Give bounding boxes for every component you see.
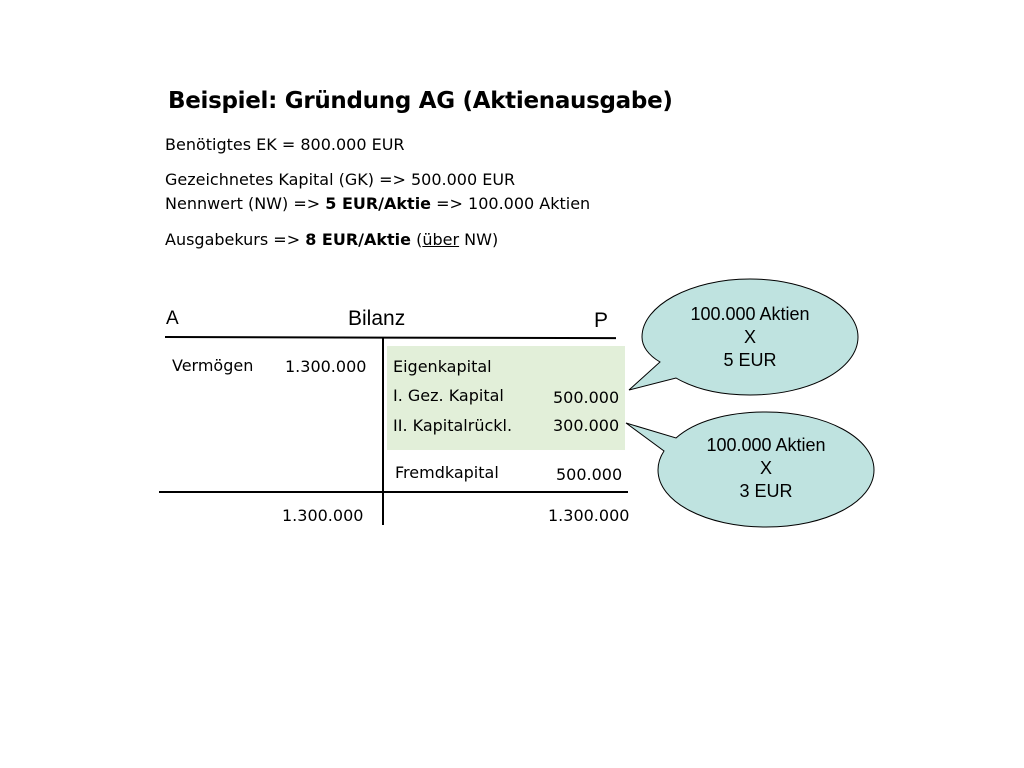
capital-reserve-value: 300.000 — [553, 416, 620, 435]
issue-price-prefix: Ausgabekurs => — [165, 230, 301, 249]
equity-requirement-text: Benötigtes EK = 800.000 EUR — [165, 135, 405, 154]
callout-1-line-2: X — [743, 327, 756, 347]
aktiva-label: A — [166, 308, 179, 329]
callout-1-line-3: 5 EUR — [723, 350, 777, 370]
bilanz-heading: Bilanz — [348, 307, 406, 330]
callout-2-line-2: X — [759, 458, 772, 478]
callout-text-2 — [676, 434, 856, 503]
subscribed-capital-label: I. Gez. Kapital — [393, 386, 504, 405]
callout-1-line-1: 100.000 Aktien — [690, 304, 810, 324]
callout-2-line-3: 3 EUR — [739, 481, 793, 501]
issue-price-suffix: NW) — [464, 230, 499, 249]
assets-total: 1.300.000 — [282, 506, 364, 525]
passiva-label: P — [594, 309, 609, 332]
subscribed-capital-value: 500.000 — [553, 388, 620, 407]
slide-title: Beispiel: Gründung AG (Aktienausgabe) — [168, 88, 673, 114]
issue-price-underlined: über — [422, 230, 460, 249]
debt-capital-value: 500.000 — [556, 465, 623, 484]
issue-price-bold: 8 EUR/Aktie — [305, 230, 411, 249]
assets-label: Vermögen — [172, 356, 254, 375]
nominal-value-bold: 5 EUR/Aktie — [325, 194, 432, 213]
nominal-value-prefix: Nennwert (NW) => — [165, 194, 321, 213]
capital-reserve-label: II. Kapitalrückl. — [393, 416, 513, 435]
issue-price-paren: ( — [416, 230, 423, 249]
assets-value: 1.300.000 — [285, 357, 367, 376]
liabilities-total: 1.300.000 — [548, 506, 630, 525]
debt-capital-label: Fremdkapital — [395, 463, 499, 482]
subscribed-capital-text: Gezeichnetes Kapital (GK) => 500.000 EUR — [165, 170, 516, 189]
callout-2-line-1: 100.000 Aktien — [706, 435, 826, 455]
nominal-value-suffix: => 100.000 Aktien — [436, 194, 591, 213]
callout-text-1 — [660, 303, 840, 372]
equity-label: Eigenkapital — [393, 357, 492, 376]
